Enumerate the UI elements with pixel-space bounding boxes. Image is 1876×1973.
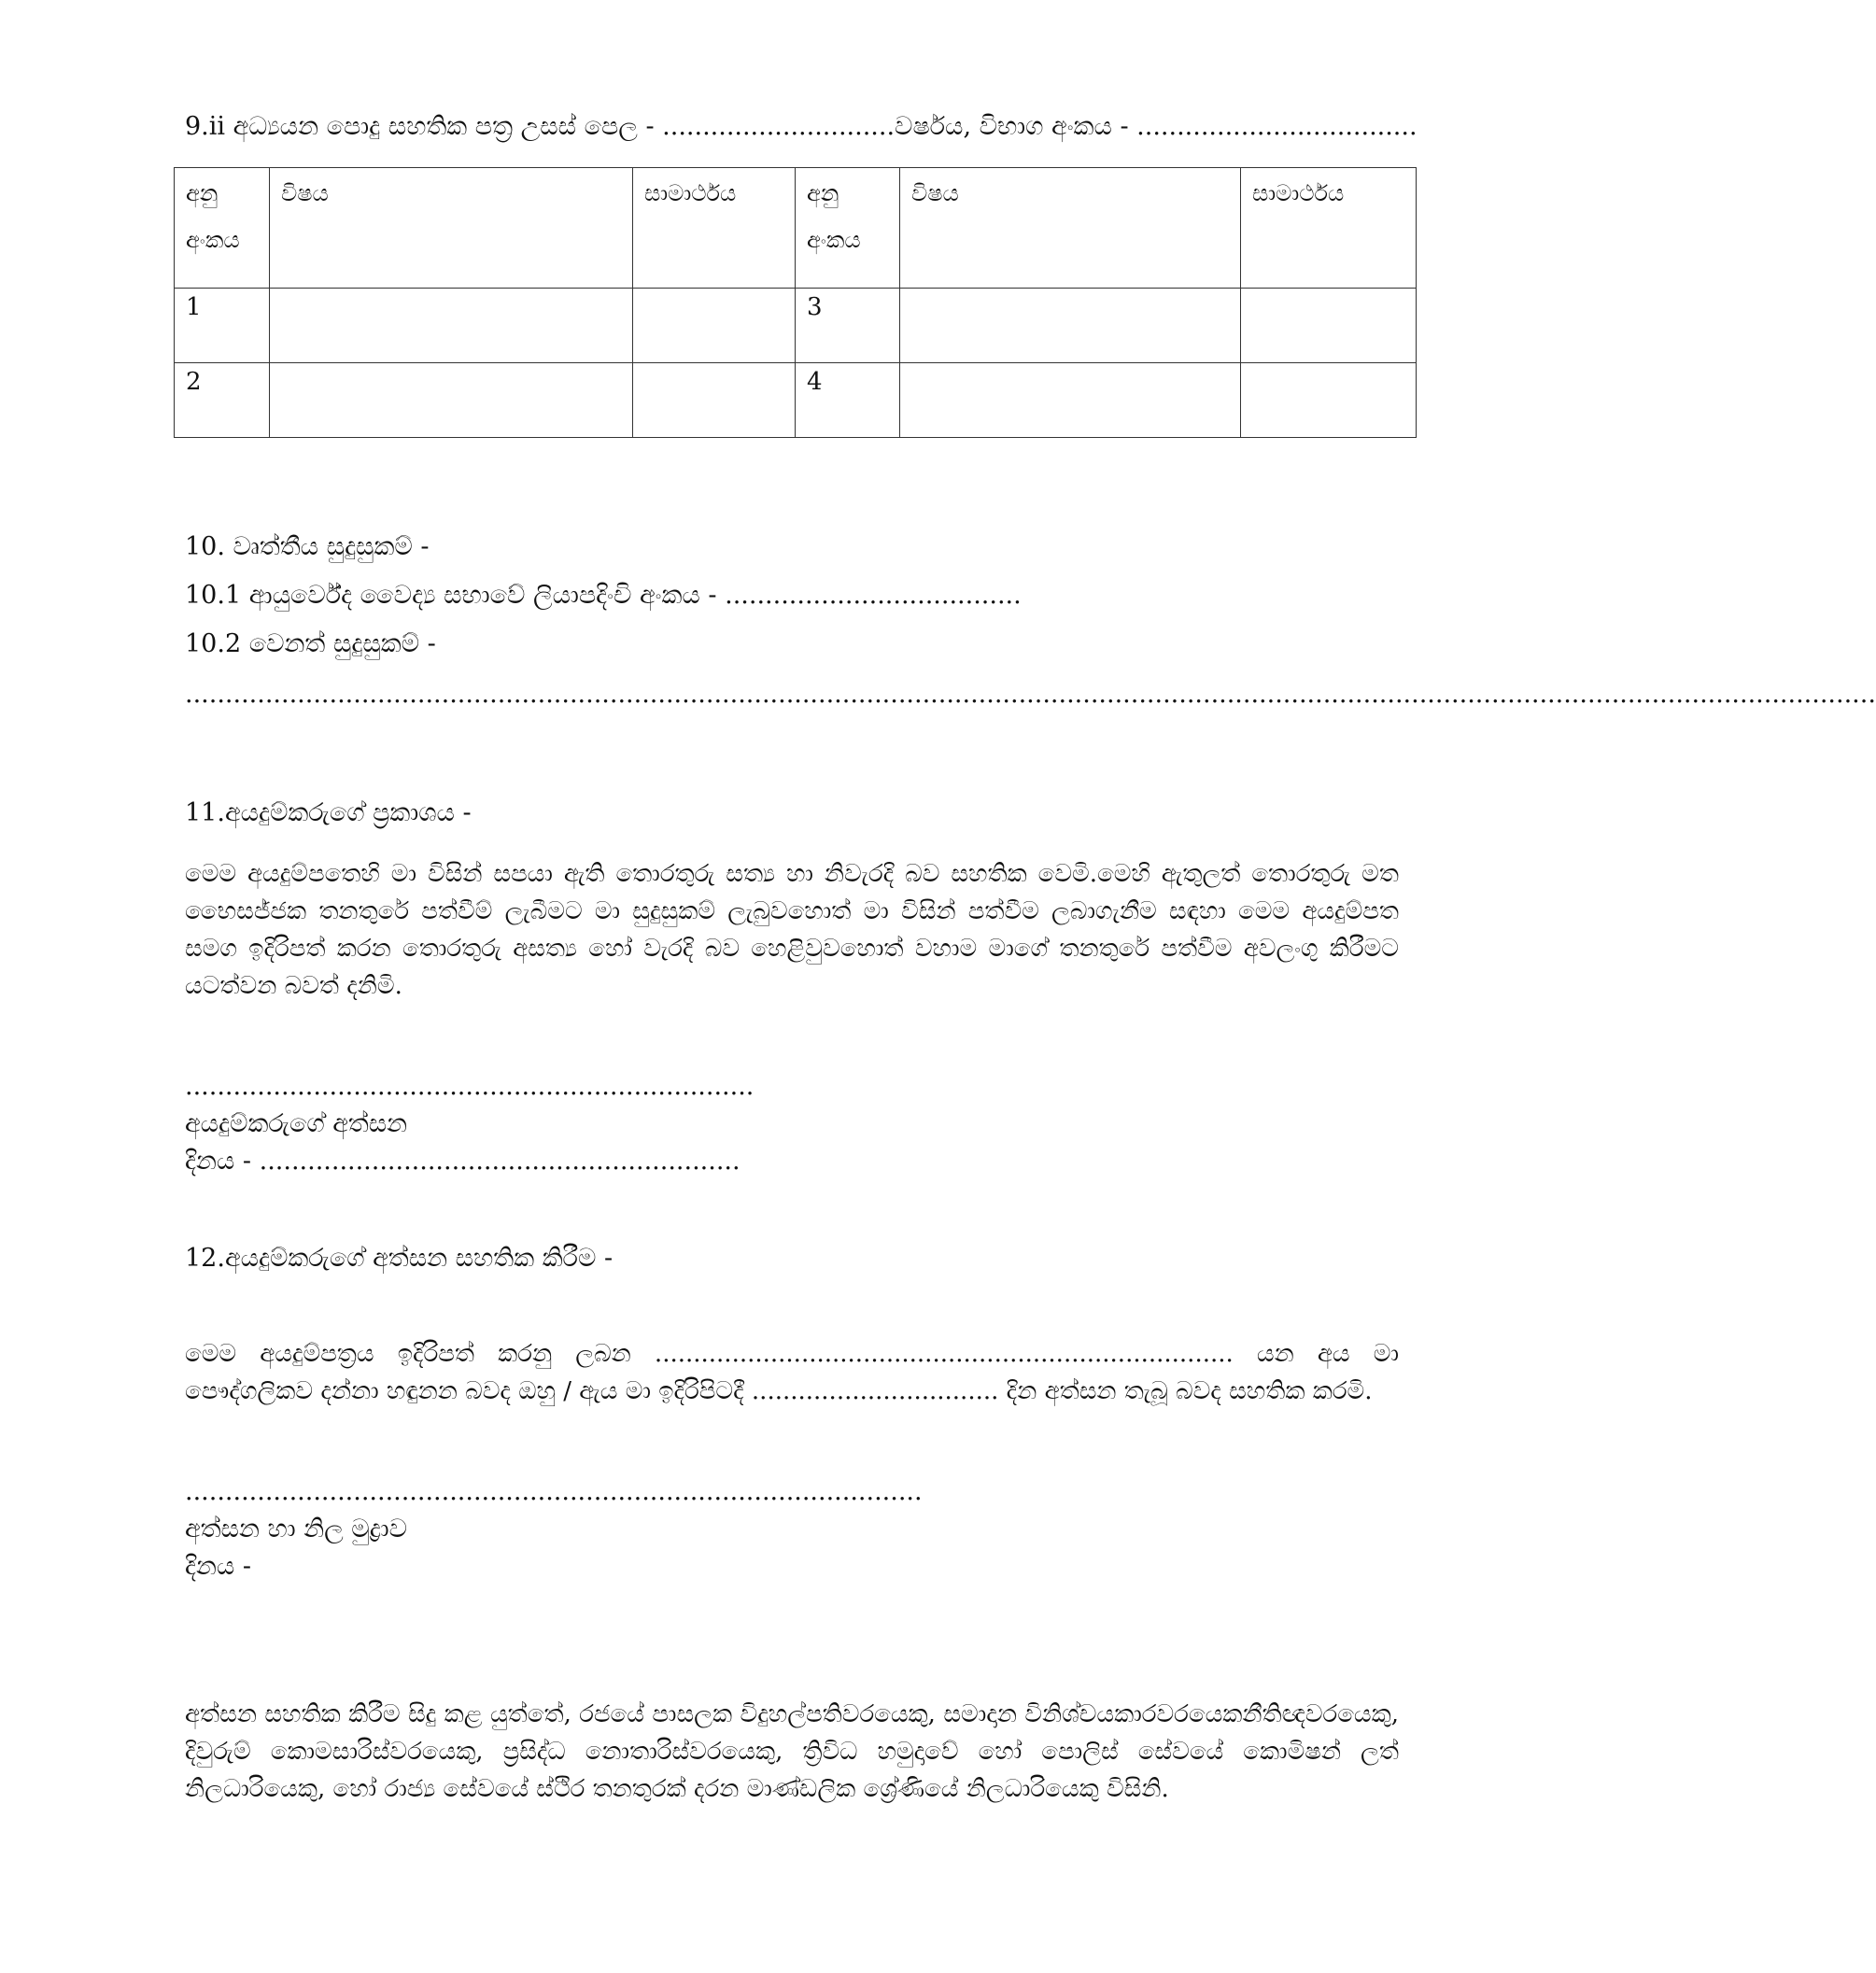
section-10-1-registration: 10.1 ආයුර්වේද වෛද්‍ය සභාවේ ලියාපදිංචි අංකය - ..................................... [185, 581, 1022, 610]
table-cell: 3 [796, 289, 900, 363]
other-qualifications-dotted-line[interactable]: ................................................................................................................................................................................................................... [185, 680, 1876, 709]
certifier-signature-label: අත්සන හා නිල මුද්‍රාව [185, 1515, 407, 1543]
section-10-title: 10. වෘත්තීය සුදුසුකම් - [185, 532, 430, 561]
header-grade-2: සාමාර්ථය [1241, 168, 1417, 289]
grades-table [174, 167, 1417, 438]
table-header-row [175, 168, 1417, 289]
certification-paragraph: මෙම අයදුම්පත්‍රය ඉදිරිපත් කරනු ලබන ........................................................................... යන අය මා පෞද්ගලිකව දන්නා හඳුනන බවද ඔහු / ඇය මා ඉදිරිපිටදී ................................ දින අත්සන තැබූ බවද සහතික කරමි. [185, 1340, 1399, 1405]
table-cell[interactable] [900, 363, 1241, 438]
certification-authority-note: අත්සන සහතික කිරීම සිදු කළ යුත්තේ, රජයේ පාසලක විදුහල්පතිවරයෙකු, සමාදාන විනිශ්චයකාරවරයෙකනීතිඥවරයෙකු, දිවුරුම් කොමසාරිස්වරයෙකු, ප්‍රසිද්ධ නොතාරිස්වරයෙකු, ත්‍රිවිධ හමුදාවේ හෝ පොලිස් සේවයේ කොමිෂන් ලත් නිලධාරියෙකු, හෝ රාජ්‍ය සේවයේ ස්ථිර තනතුරක් දරන මාණ්ඩලික ශ්‍රේණියේ නිලධාරියෙකු විසිනි. [185, 1700, 1399, 1803]
table-cell: 4 [796, 363, 900, 438]
table-cell[interactable] [1241, 363, 1417, 438]
header-subject-2: විෂය [900, 168, 1241, 289]
table-cell[interactable] [633, 289, 796, 363]
table-cell[interactable] [270, 289, 633, 363]
applicant-signature-line[interactable]: ....................................................................... [185, 1072, 755, 1101]
section-12-title: 12.අයදුම්කරුගේ අත්සන සහතික කිරීම - [185, 1244, 614, 1273]
section-10-2-other: 10.2 වෙනත් සුදුසුකම් - [185, 629, 436, 658]
table-row [175, 289, 1417, 363]
table-cell[interactable] [1241, 289, 1417, 363]
header-grade-1: සාමාර්ථය [633, 168, 796, 289]
applicant-date-line[interactable]: දිනය - ............................................................ [185, 1147, 741, 1176]
applicant-signature-label: අයදුම්කරුගේ අත්සන [185, 1109, 408, 1138]
declaration-paragraph: මෙම අයදුම්පතෙහි මා විසින් සපයා ඇති තොරතුරු සත්‍ය හා නිවැරදි බව සහතික වෙමි.මෙහි ඇතුලත් තොරතුරු මත භෛසජ්ජක තනතුරේ පත්වීම් ලැබීමට මා සුදුසුකම් ලැබුවහොත් මා විසින් පත්වීම ලබාගැනීම සඳහා මෙම අයදුම්පත සමග ඉදිරිපත් කරන තොරතුරු අසත්‍ය හෝ වැරදි බව හෙළිවුවහොත් වහාම මාගේ තනතුරේ පත්වීම අවලංගු කිරීමට යටත්වන බවත් දනිමි. [185, 860, 1399, 1000]
table-cell[interactable] [900, 289, 1241, 363]
table-cell: 1 [175, 289, 270, 363]
table-cell[interactable] [633, 363, 796, 438]
section-11-title: 11.අයදුම්කරුගේ ප්‍රකාශය - [185, 798, 472, 827]
header-serial-2: අනු අංකය [796, 168, 900, 289]
certifier-signature-line[interactable]: ............................................................................................ [185, 1477, 923, 1506]
table-cell[interactable] [270, 363, 633, 438]
section-9ii-label: 9.ii අධ්‍යයන පොදු සහතික පත්‍ර උසස් පෙල - .............................වර්ෂය, විභාග අංකය - ................................... [185, 112, 1418, 141]
table-row [175, 363, 1417, 438]
table-cell: 2 [175, 363, 270, 438]
certifier-date-label: දිනය - [185, 1552, 252, 1581]
header-subject-1: විෂය [270, 168, 633, 289]
header-serial-1: අනු අංකය [175, 168, 270, 289]
